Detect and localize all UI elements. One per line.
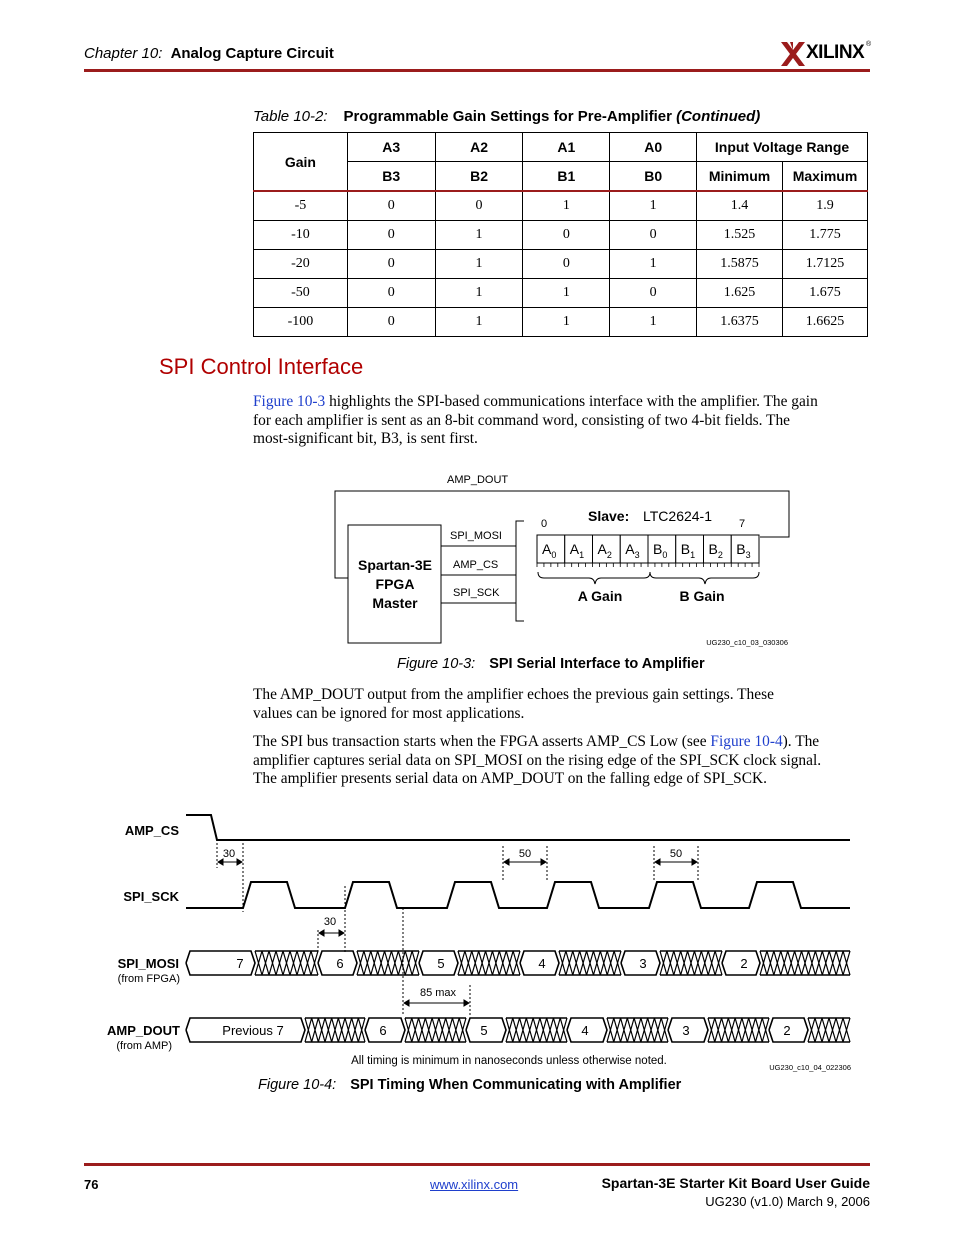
paragraph-line: The amplifier presents serial data on AMP_DOUT on the falling edge of SPI_SCK. (253, 770, 767, 787)
slave-label: Slave: (588, 508, 630, 524)
table-cell: 0 (347, 191, 435, 221)
table-cell: 0 (435, 191, 523, 221)
paragraph-text: highlights the SPI-based communications interface with the amplifier. The gain (325, 393, 818, 410)
table-header-cell: A1 (523, 133, 610, 162)
mosi-bit-label: 3 (639, 956, 647, 971)
figure-caption-title: SPI Timing When Communicating with Amplifier (350, 1077, 682, 1093)
register-cell-label: $A_3$ (625, 541, 640, 560)
mosi-bit-label: 7 (236, 956, 244, 971)
table-header-cell: B3 (347, 162, 435, 192)
table-cell: 0 (347, 308, 435, 337)
table-cell: 0 (523, 221, 610, 250)
section-heading: SPI Control Interface (159, 354, 364, 379)
timing-note: All timing is minimum in nanoseconds unless otherwise noted. (351, 1055, 667, 1067)
paragraph-line: most-significant bit, B3, is sent first. (253, 430, 478, 447)
timing-spi-mosi-sublabel: (from FPGA) (117, 973, 180, 985)
mosi-bit-label: 4 (538, 956, 546, 971)
table-cell: 1 (610, 308, 697, 337)
bit-0-label: 0 (541, 518, 548, 530)
table-cell: -10 (254, 221, 348, 250)
amp-dout-waveform (186, 1018, 850, 1042)
table-header-cell: Input Voltage Range (697, 133, 868, 162)
paragraph-line (253, 733, 871, 752)
table-cell: -5 (254, 191, 348, 221)
table-cell: 0 (347, 250, 435, 279)
register-cell-label: $A_2$ (597, 541, 612, 560)
fig3-ref-id: UG230_c10_03_030306 (706, 638, 788, 647)
table-header-cell: Maximum (783, 162, 868, 192)
a-gain-brace (538, 572, 650, 584)
timing-spi-mosi-label: SPI_MOSI (117, 956, 179, 971)
table-cell: 1 (435, 221, 523, 250)
timing-dout-max: 85 max (419, 987, 457, 999)
timing-amp-cs-label: AMP_CS (124, 823, 179, 838)
dout-bit-label: 4 (581, 1023, 589, 1038)
figure-10-4-caption (258, 1077, 681, 1093)
fpga-master-label: Spartan-3E (358, 557, 432, 573)
table-header-cell: B1 (523, 162, 610, 192)
mosi-bit-label: 2 (740, 956, 748, 971)
fig4-ref-id: UG230_c10_04_022306 (769, 1063, 851, 1072)
b-gain-brace (650, 572, 759, 584)
table-cell: -50 (254, 279, 348, 308)
figure-caption-label: Figure 10-4: (258, 1077, 337, 1093)
bus-transition-hatch (506, 1018, 567, 1042)
figure-10-4-link[interactable]: Figure 10-4 (710, 733, 783, 750)
slave-part: LTC2624-1 (643, 508, 713, 524)
timing-mosi-setup: 30 (323, 916, 337, 928)
timing-cs-to-sck: 30 (222, 848, 236, 860)
document-version: UG230 (v1.0) March 9, 2006 (705, 1194, 870, 1209)
table-header-cell: A2 (435, 133, 523, 162)
bus-transition-hatch (357, 951, 419, 975)
spi-sck-trace (186, 882, 850, 908)
paragraph-spi-transaction (253, 733, 871, 789)
table-cell: 1.4 (697, 191, 783, 221)
figure-caption-title: SPI Serial Interface to Amplifier (489, 656, 705, 672)
bus-valid-segment (186, 951, 255, 975)
register-cell-label: $B_2$ (708, 541, 723, 560)
mosi-bit-label: 5 (437, 956, 445, 971)
bus-transition-hatch (607, 1018, 668, 1042)
fig3-amp-dout-label: AMP_DOUT (447, 474, 509, 486)
bus-transition-hatch (255, 951, 318, 975)
paragraph-line: The AMP_DOUT output from the amplifier echoes the previous gain settings. These (253, 686, 774, 703)
table-header-cell: Gain (254, 133, 348, 192)
table-cell: 1 (610, 191, 697, 221)
timing-spi-sck-label: SPI_SCK (123, 889, 179, 904)
table-cell: -20 (254, 250, 348, 279)
figure-caption-label: Figure 10-3: (397, 656, 476, 672)
shift-register (537, 535, 759, 567)
table-cell: 1 (610, 250, 697, 279)
table-cell: 1 (523, 279, 610, 308)
table-cell: 0 (610, 221, 697, 250)
figure-10-3-link[interactable]: Figure 10-3 (253, 393, 326, 410)
xilinx-website-link[interactable]: www.xilinx.com (430, 1177, 519, 1192)
paragraph-line: amplifier captures serial data on SPI_MOSI on the rising edge of the SPI_SCK clock signal. (253, 751, 822, 769)
bit-7-label: 7 (739, 518, 746, 530)
table-cell: 0 (347, 221, 435, 250)
table-cell: 1.6375 (697, 308, 783, 337)
table-cell: 1 (435, 250, 523, 279)
dout-previous-label: Previous 7 (222, 1023, 284, 1038)
table-cell: -100 (254, 308, 348, 337)
figure-10-4-timing-diagram (107, 815, 851, 1072)
table-cell: 1.675 (783, 279, 868, 308)
spi-sck-waveform (186, 882, 850, 908)
register-cell-label: $B_3$ (736, 541, 751, 560)
bus-transition-hatch (760, 951, 850, 975)
dout-bit-label: 3 (682, 1023, 690, 1038)
table-header-cell: A0 (610, 133, 697, 162)
document-title: Spartan-3E Starter Kit Board User Guide (601, 1175, 870, 1191)
table-cell: 0 (523, 250, 610, 279)
bus-transition-hatch (405, 1018, 466, 1042)
spi-mosi-waveform (186, 951, 850, 975)
fig3-spi-sck-label: SPI_SCK (453, 587, 500, 599)
logo-text: XILINX (806, 42, 865, 63)
register-cell-label: $B_0$ (653, 541, 668, 560)
chapter-label: Chapter 10: (84, 45, 163, 62)
page-number: 76 (84, 1177, 99, 1192)
paragraph-text: ). The (782, 733, 820, 750)
fig3-amp-cs-label: AMP_CS (453, 559, 499, 571)
register-cell-label: $A_0$ (542, 541, 557, 560)
bus-transition-hatch (708, 1018, 769, 1042)
table-cell: 1.625 (697, 279, 783, 308)
table-cell: 1.7125 (783, 250, 868, 279)
table-cell: 1.5875 (697, 250, 783, 279)
fpga-master-label: FPGA (375, 576, 415, 592)
b-gain-label: B Gain (679, 588, 725, 604)
table-cell: 1 (523, 308, 610, 337)
a-gain-label: A Gain (577, 588, 623, 604)
timing-sck-high-1: 50 (518, 848, 532, 860)
table-cell: 1.525 (697, 221, 783, 250)
table-cell: 1.775 (783, 221, 868, 250)
bus-transition-hatch (559, 951, 621, 975)
register-cell-label: $B_1$ (680, 541, 696, 560)
paragraph-line: for each amplifier is sent as an 8-bit command word, consisting of two 4-bit fields. The (253, 411, 790, 429)
paragraph-text: The SPI bus transaction starts when the FPGA asserts AMP_CS Low (see (253, 733, 711, 750)
bus-transition-hatch (458, 951, 520, 975)
dout-bit-label: 2 (783, 1023, 791, 1038)
amp-cs-waveform (186, 815, 850, 840)
timing-sck-high-2: 50 (669, 848, 683, 860)
table-cell: 1 (435, 308, 523, 337)
paragraph-line: values can be ignored for most applications. (253, 704, 525, 722)
table-caption-label: Table 10-2: (253, 108, 328, 125)
bus-transition-hatch (305, 1018, 365, 1042)
footer-rule (84, 1163, 870, 1166)
bus-transition-hatch (660, 951, 722, 975)
table-header-cell: A3 (347, 133, 435, 162)
chapter-title: Analog Capture Circuit (170, 45, 334, 62)
figure-10-3-caption (397, 656, 705, 672)
table-header-cell: B2 (435, 162, 523, 192)
table-cell: 0 (347, 279, 435, 308)
table-cell: 0 (610, 279, 697, 308)
paragraph-amp-dout (253, 686, 871, 723)
table-caption-continued: (Continued) (676, 108, 761, 125)
fpga-master-label: Master (372, 595, 418, 611)
table-header-cell: Minimum (697, 162, 783, 192)
timing-amp-dout-label: AMP_DOUT (107, 1023, 180, 1038)
table-cell: 1 (435, 279, 523, 308)
table-caption-title: Programmable Gain Settings for Pre-Amplifier (343, 108, 672, 125)
dout-bit-label: 6 (379, 1023, 387, 1038)
bus-transition-hatch (808, 1018, 850, 1042)
table-header-cell: B0 (610, 162, 697, 192)
fig3-spi-mosi-label: SPI_MOSI (450, 530, 502, 542)
table-cell: 1.6625 (783, 308, 868, 337)
timing-amp-dout-sublabel: (from AMP) (116, 1040, 172, 1052)
dout-bit-label: 5 (480, 1023, 488, 1038)
table-cell: 1 (523, 191, 610, 221)
mosi-bit-label: 6 (336, 956, 344, 971)
register-cell-label: $A_1$ (569, 541, 585, 560)
logo-registered-mark: ® (866, 41, 872, 48)
table-cell: 1.9 (783, 191, 868, 221)
